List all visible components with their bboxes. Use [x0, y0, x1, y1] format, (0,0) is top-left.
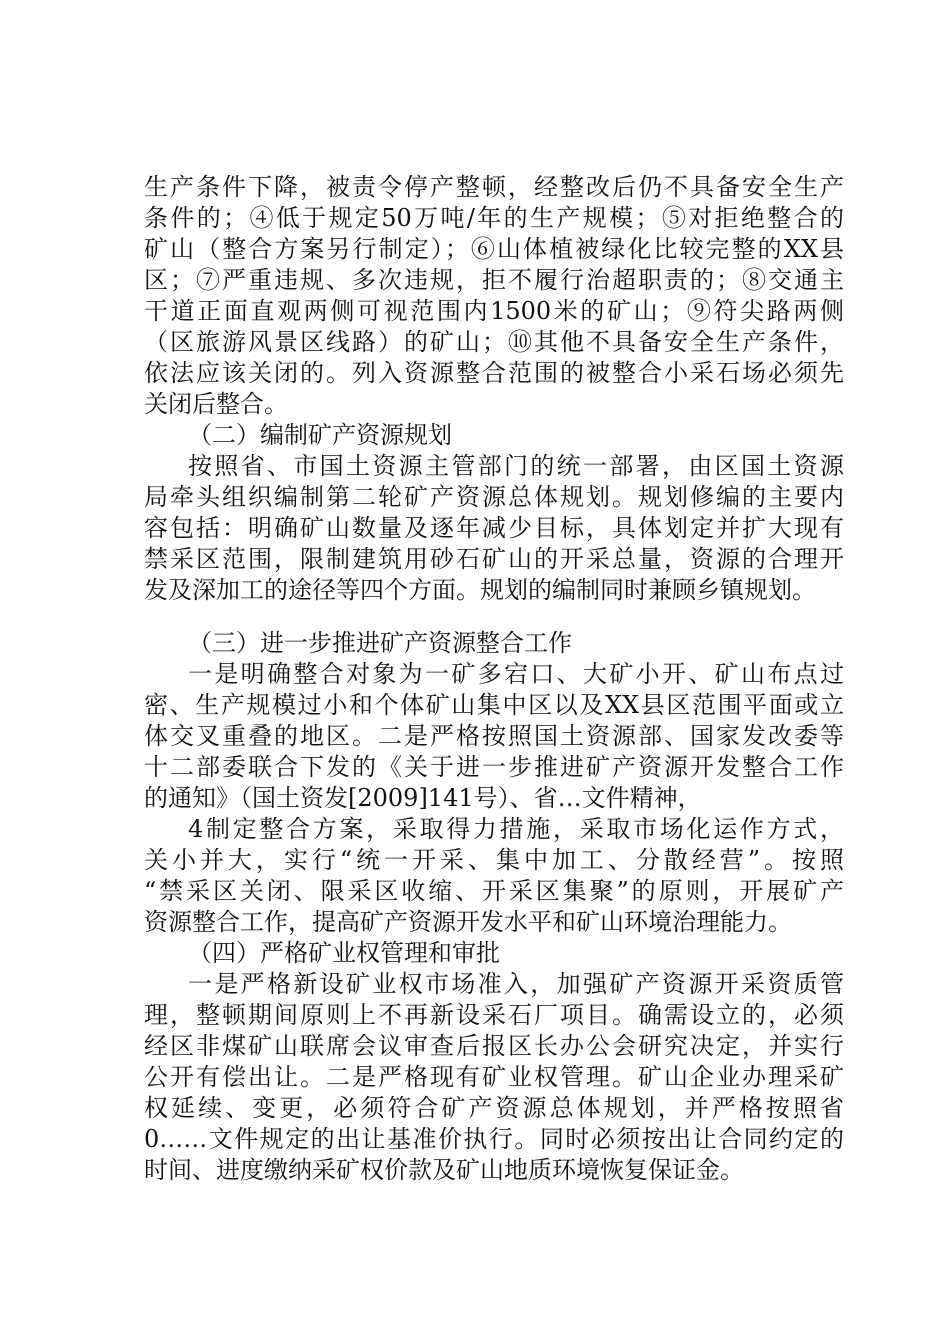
- text-line: 局牵头组织编制第二轮矿产资源总体规划。规划修编的主要内: [144, 483, 844, 511]
- text-line: 4制定整合方案，采取得力措施，采取市场化运作方式，: [188, 815, 844, 843]
- text-line: “禁采区关闭、限采区收缩、开采区集聚”的原则，开展矿产: [144, 877, 844, 905]
- section-heading-2: （二）编制矿产资源规划: [188, 421, 452, 449]
- text-line: 权延续、变更，必须符合矿产资源总体规划，并严格按照省: [144, 1094, 844, 1122]
- text-line: 公开有偿出让。二是严格现有矿业权管理。矿山企业办理采矿: [144, 1063, 844, 1091]
- text-line: 按照省、市国土资源主管部门的统一部署，由区国土资源: [188, 452, 844, 480]
- text-line: 禁采区范围，限制建筑用砂石矿山的开采总量，资源的合理开: [144, 545, 844, 573]
- text-line: 时间、进度缴纳采矿权价款及矿山地质环境恢复保证金。: [144, 1156, 744, 1184]
- text-line: 经区非煤矿山联席会议审查后报区长办公会研究决定，并实行: [144, 1032, 844, 1060]
- text-line: 一是严格新设矿业权市场准入，加强矿产资源开采资质管: [188, 970, 844, 998]
- text-line: 条件的；④低于规定50万吨/年的生产规模；⑤对拒绝整合的: [144, 204, 844, 232]
- text-line: 十二部委联合下发的《关于进一步推进矿产资源开发整合工作: [144, 753, 844, 781]
- text-line: 一是明确整合对象为一矿多宕口、大矿小开、矿山布点过: [188, 660, 844, 688]
- paragraph-resource-planning: [144, 451, 844, 606]
- paragraph-spacer: [144, 606, 844, 628]
- text-line: 容包括：明确矿山数量及逐年减少目标，具体划定并扩大现有: [144, 514, 844, 542]
- section-heading-3: （三）进一步推进矿产资源整合工作: [188, 629, 572, 657]
- text-line: 关闭后整合。: [144, 390, 288, 418]
- paragraph-closure-criteria: [144, 172, 844, 420]
- text-line: 生产条件下降，被责令停产整顿，经整改后仍不具备安全生产: [144, 173, 844, 201]
- text-line: 发及深加工的途径等四个方面。规划的编制同时兼顾乡镇规划。: [144, 576, 816, 604]
- document-body: [144, 172, 844, 1186]
- text-line: 理，整顿期间原则上不再新设采石厂项目。确需设立的，必须: [144, 1001, 844, 1029]
- text-line: 依法应该关闭的。列入资源整合范围的被整合小采石场必须先: [144, 359, 844, 387]
- text-line: 关小并大，实行“统一开采、集中加工、分散经营”。按照: [144, 846, 844, 874]
- text-line: 干道正面直观两侧可视范围内1500米的矿山；⑨符尖路两侧: [144, 297, 844, 325]
- paragraph-integration-targets: [144, 659, 844, 814]
- text-line: 密、生产规模过小和个体矿山集中区以及XX县区范围平面或立: [144, 691, 844, 719]
- text-line: 区；⑦严重违规、多次违规，拒不履行治超职责的；⑧交通主: [144, 266, 844, 294]
- text-line: 体交叉重叠的地区。二是严格按照国土资源部、国家发改委等: [144, 722, 844, 750]
- text-line: 资源整合工作，提高矿产资源开发水平和矿山环境治理能力。: [144, 908, 792, 936]
- text-line: 0……文件规定的出让基准价执行。同时必须按出让合同约定的: [144, 1125, 844, 1153]
- paragraph-integration-plan: [144, 814, 844, 938]
- paragraph-mining-rights: [144, 969, 844, 1186]
- section-heading-4: （四）严格矿业权管理和审批: [188, 939, 500, 967]
- text-line: 矿山（整合方案另行制定）；⑥山体植被绿化比较完整的XX县: [144, 235, 844, 263]
- text-line: 的通知》（国土资发[2009]141号）、省…文件精神，: [144, 784, 702, 812]
- text-line: （区旅游风景区线路）的矿山；⑩其他不具备安全生产条件，: [144, 328, 844, 356]
